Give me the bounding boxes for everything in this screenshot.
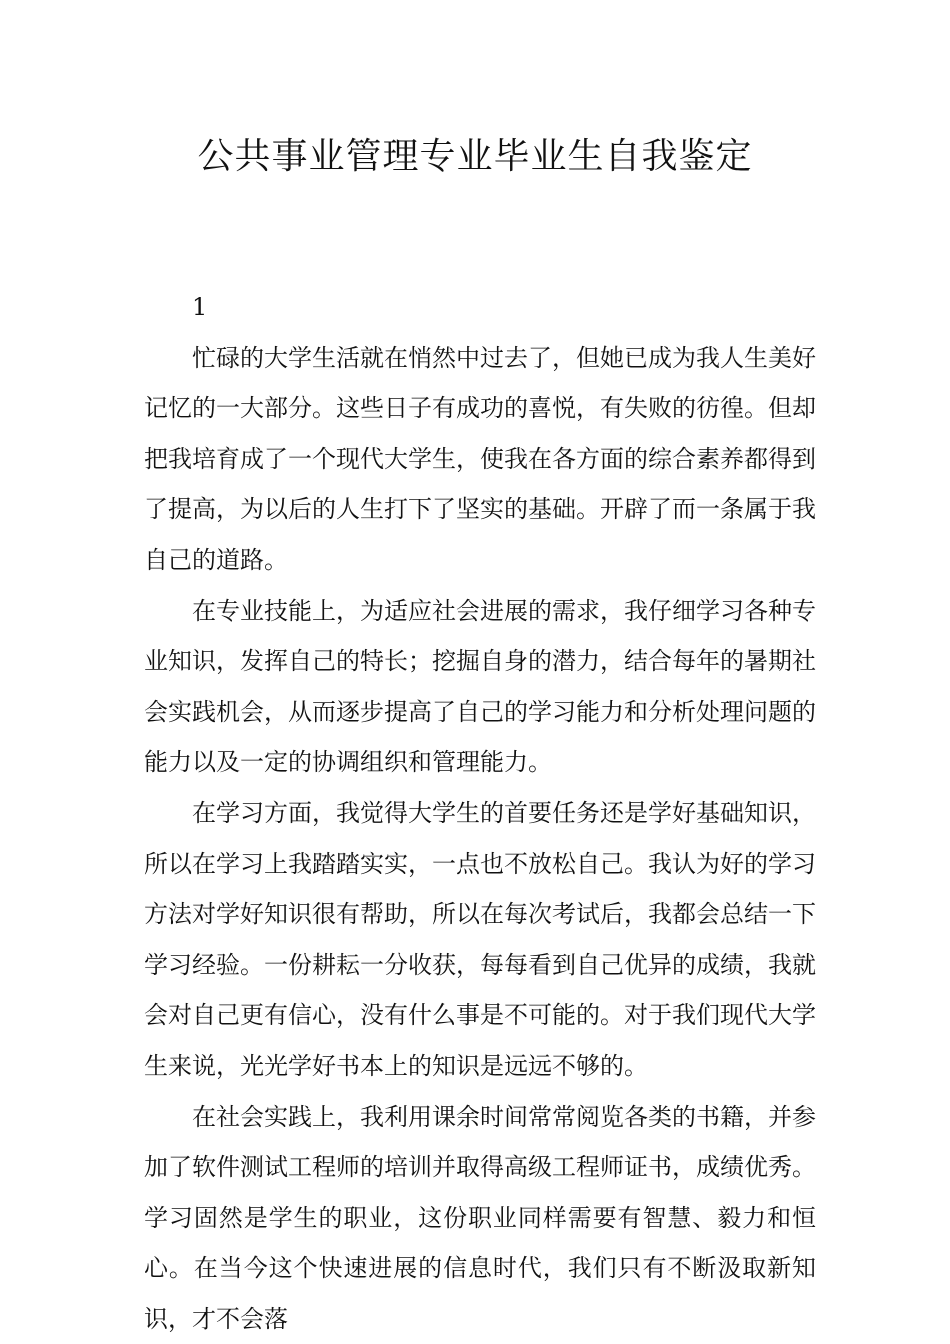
paragraph-4: 在社会实践上，我利用课余时间常常阅览各类的书籍，并参加了软件测试工程师的培训并取得高级工程师证书，成绩优秀。学习固然是学生的职业，这份职业同样需要有智慧、毅力和恒心。在当今这个快速进展的信息时代，我们只有不断汲取新知识，才不会落: [144, 1102, 816, 1333]
document-body: [144, 282, 816, 1344]
section-number: 1: [192, 293, 208, 321]
document-title: 公共事业管理专业毕业生自我鉴定: [197, 136, 753, 177]
paragraph-3: 在学习方面，我觉得大学生的首要任务还是学好基础知识，所以在学习上我踏踏实实，一点也不放松自己。我认为好的学习方法对学好知识很有帮助，所以在每次考试后，我都会总结一下学习经验。一份耕耘一分收获，每每看到自己优异的成绩，我就会对自己更有信心，没有什么事是不可能的。对于我们现代大学生来说，光光学好书本上的知识是远远不够的。: [144, 798, 816, 1080]
paragraph-1: 忙碌的大学生活就在悄然中过去了，但她已成为我人生美好记忆的一大部分。这些日子有成功的喜悦，有失败的彷徨。但却把我培育成了一个现代大学生，使我在各方面的综合素养都得到了提高，为以后的人生打下了坚实的基础。开辟了而一条属于我自己的道路。: [144, 343, 816, 574]
paragraph-2: 在专业技能上，为适应社会进展的需求，我仔细学习各种专业知识，发挥自己的特长；挖掘自身的潜力，结合每年的暑期社会实践机会，从而逐步提高了自己的学习能力和分析处理问题的能力以及一定的协调组织和管理能力。: [144, 596, 816, 777]
